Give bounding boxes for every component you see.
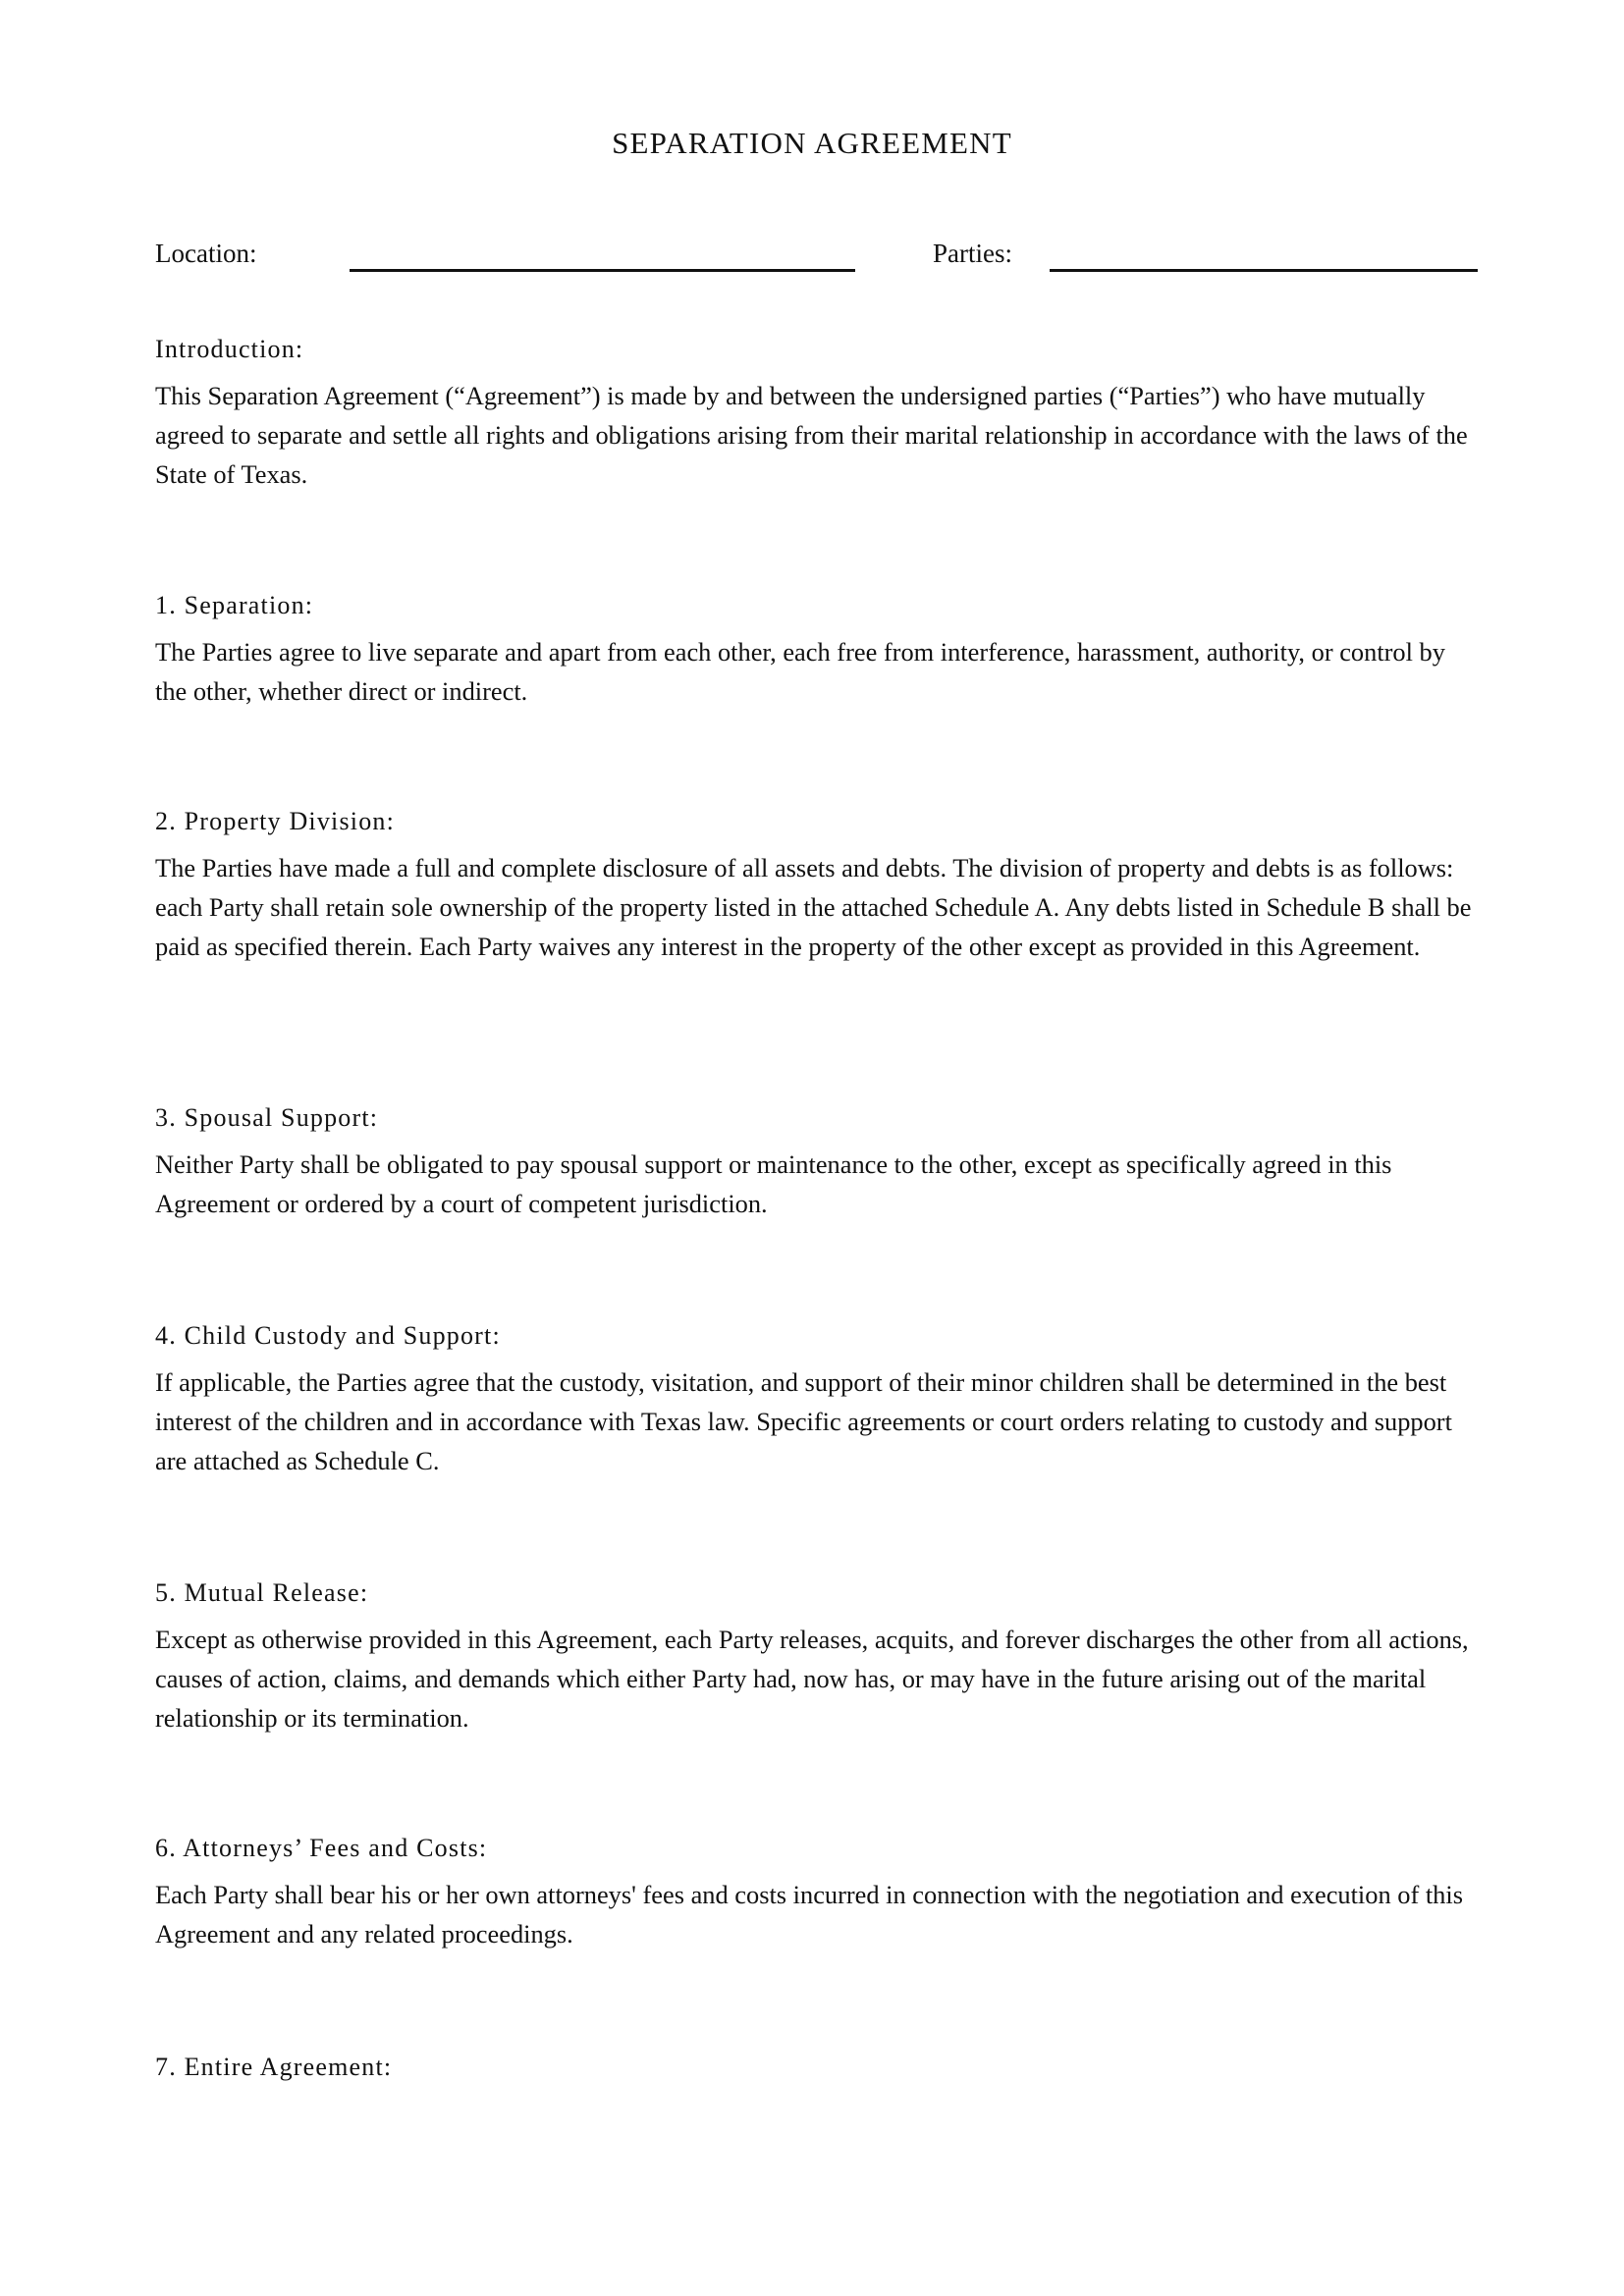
- parties-label: Parties:: [933, 239, 1012, 268]
- document-title: SEPARATION AGREEMENT: [612, 126, 1012, 160]
- section-heading-separation: 1. Separation:: [155, 591, 314, 619]
- location-input-line[interactable]: [350, 269, 855, 272]
- section-body-attorneys-fees: Each Party shall bear his or her own attorneys' fees and costs incurred in connection with the negotiation and execution of this Agreement and any related proceedings.: [155, 1880, 1463, 1949]
- section-heading-entire-agreement: 7. Entire Agreement:: [155, 2053, 393, 2081]
- section-heading-mutual-release: 5. Mutual Release:: [155, 1578, 369, 1607]
- section-body-introduction: This Separation Agreement (“Agreement”) is made by and between the undersigned parties (“Parties”) who have mutually agreed to separate and settle all rights and obligations arising from their marital relationship in accordance with the laws of the State of Texas.: [155, 381, 1468, 489]
- section-heading-child-custody: 4. Child Custody and Support:: [155, 1321, 501, 1350]
- section-body-spousal-support: Neither Party shall be obligated to pay spousal support or maintenance to the other, except as specifically agreed in this Agreement or ordered by a court of competent jurisdiction.: [155, 1149, 1392, 1218]
- parties-input-line[interactable]: [1050, 269, 1478, 272]
- section-body-separation: The Parties agree to live separate and apart from each other, each free from interference, harassment, authority, or control by the other, whether direct or indirect.: [155, 637, 1445, 706]
- section-body-mutual-release: Except as otherwise provided in this Agreement, each Party releases, acquits, and forever discharges the other from all actions, causes of action, claims, and demands which either Party had, now has, or may have in the future arising out of the marital relationship or its termination.: [155, 1625, 1469, 1733]
- section-heading-spousal-support: 3. Spousal Support:: [155, 1103, 379, 1132]
- section-heading-attorneys-fees: 6. Attorneys’ Fees and Costs:: [155, 1834, 488, 1862]
- location-label: Location:: [155, 239, 257, 268]
- section-body-property-division: The Parties have made a full and complete disclosure of all assets and debts. The division of property and debts is as follows: each Party shall retain sole ownership of the property listed in the attached Schedule A. Any debts listed in Schedule B shall be paid as specified therein. Each Party waives any interest in the property of the other except as provided in this Agreement.: [155, 853, 1472, 961]
- section-heading-property-division: 2. Property Division:: [155, 807, 396, 835]
- section-heading-introduction: Introduction:: [155, 335, 304, 363]
- section-body-child-custody: If applicable, the Parties agree that the custody, visitation, and support of their minor children shall be determined in the best interest of the children and in accordance with Texas law. Specific agreements or court orders relating to custody and support are attached as Schedule C.: [155, 1367, 1452, 1475]
